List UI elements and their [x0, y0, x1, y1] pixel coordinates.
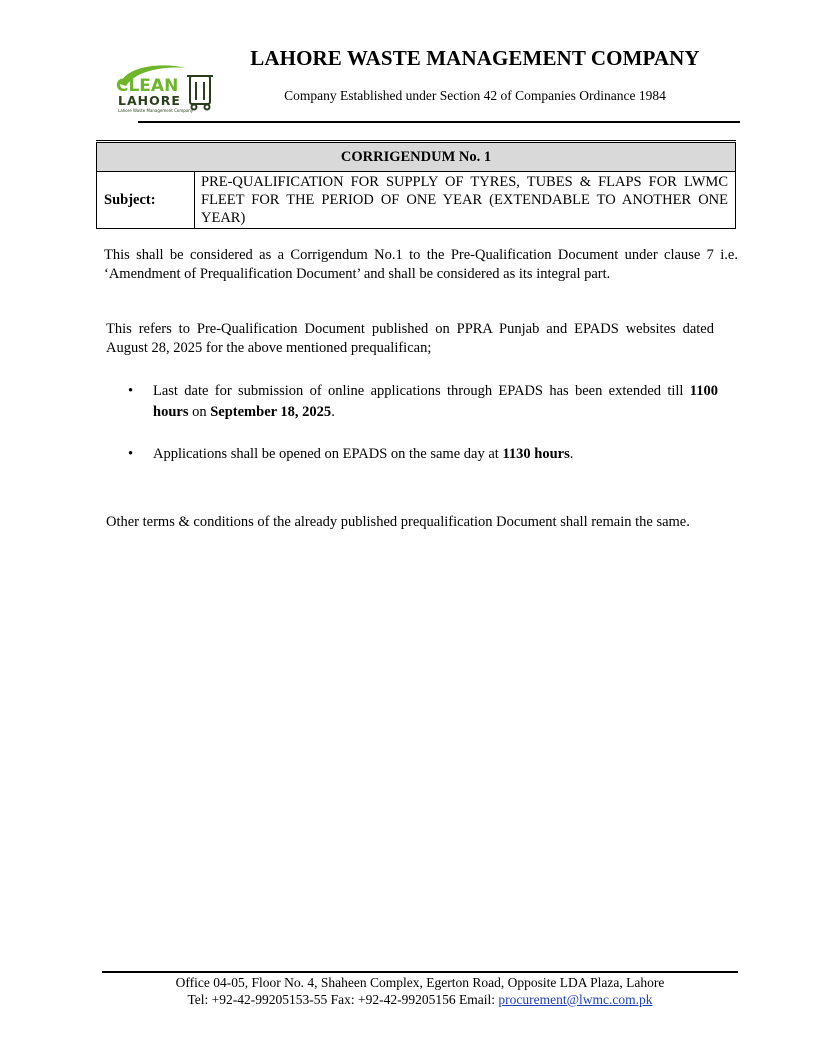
header-divider [138, 121, 740, 123]
clean-lahore-logo-graphic [112, 62, 224, 114]
subject-row [97, 172, 736, 229]
footer-divider [102, 971, 738, 973]
email-link[interactable]: procurement@lwmc.com.pk [498, 992, 653, 1007]
closing-paragraph: Other terms & conditions of the already published prequalification Document shall remain the same. [106, 514, 690, 530]
list-item [128, 444, 718, 465]
company-name: LAHORE WASTE MANAGEMENT COMPANY [250, 46, 700, 70]
subject-label: Subject: [97, 172, 195, 229]
corrigendum-table [96, 140, 736, 229]
bullet-icon: • [128, 446, 134, 462]
bullet1-date: September 18, 2025 [210, 404, 332, 420]
subject-text: PRE-QUALIFICATION FOR SUPPLY OF TYRES, TUBES & FLAPS FOR LWMC FLEET FOR THE PERIOD OF ONE YEAR (EXTENDABLE TO ANOTHER ONE YEAR) [195, 172, 736, 229]
bullet2-text-a: Applications shall be opened on EPADS on the same day at [153, 446, 503, 462]
logo-text-lahore: LAHORE [118, 93, 181, 108]
reference-paragraph: This refers to Pre-Qualification Document published on PPRA Punjab and EPADS websites dated August 28, 2025 for the above mentioned prequalifican; [106, 321, 714, 356]
bullet1-text-a: Last date for submission of online applications through EPADS has been extended till [153, 383, 690, 399]
logo-caption: Lahore Waste Management Company [118, 108, 194, 113]
footer-address: Office 04-05, Floor No. 4, Shaheen Complex, Egerton Road, Opposite LDA Plaza, Lahore [175, 975, 665, 990]
footer-contact [102, 991, 738, 1008]
bullet-icon: • [128, 383, 134, 399]
waste-bin-icon [187, 76, 213, 110]
bullet1-text-c: . [331, 404, 335, 420]
footer-contact-text: Tel: +92-42-99205153-55 Fax: +92-42-99205156 Email: [187, 992, 499, 1007]
bullet-text [153, 444, 718, 465]
bullet2-text-b: . [569, 446, 574, 462]
bullet1-time: 1100 hours [153, 383, 718, 420]
bullet1-text-b: on [188, 404, 211, 420]
bullet-text [153, 381, 718, 423]
logo-text-clean: CLEAN [116, 76, 179, 96]
bullet2-time: 1130 hours [502, 446, 570, 462]
company-logo [112, 62, 224, 114]
corrigendum-title-row [97, 142, 736, 172]
list-item [128, 381, 718, 423]
corrigendum-title: CORRIGENDUM No. 1 [97, 142, 736, 172]
company-tagline: Company Established under Section 42 of Companies Ordinance 1984 [284, 88, 666, 103]
intro-paragraph: This shall be considered as a Corrigendum No.1 to the Pre-Qualification Document under clause 7 i.e. ‘Amendment of Prequalification Document’ and shall be considered as its integral part. [104, 247, 738, 282]
